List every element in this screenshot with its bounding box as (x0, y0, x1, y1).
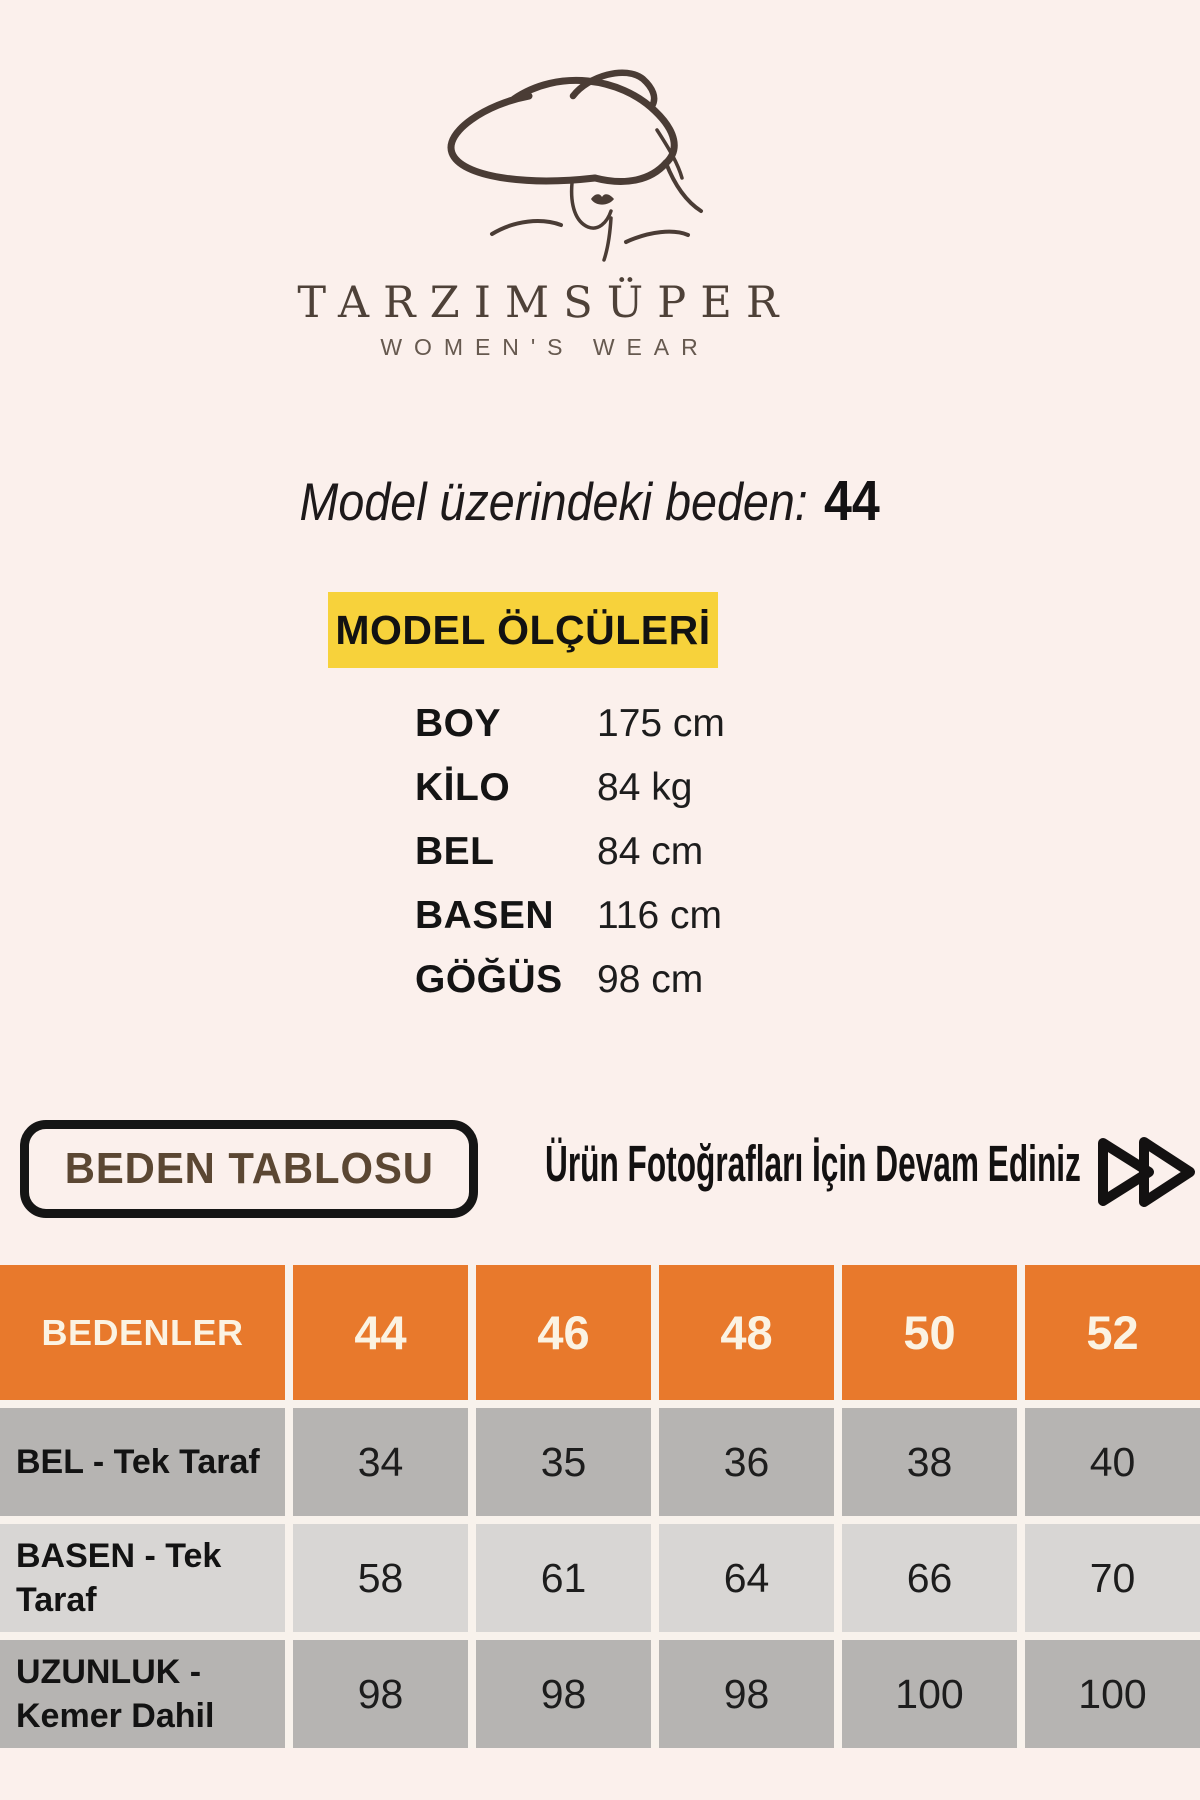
table-header-cell: 52 (1025, 1265, 1200, 1400)
model-size-value: 44 (824, 469, 881, 533)
value-cell: 98 (476, 1640, 651, 1748)
table-header-cell: 44 (293, 1265, 468, 1400)
measurement-label: KİLO (415, 766, 511, 809)
model-size-line (0, 470, 1180, 547)
measurement-label: BEL (415, 830, 495, 873)
fast-forward-icon (1094, 1126, 1196, 1218)
value-cell: 58 (293, 1524, 468, 1632)
value-cell: 36 (659, 1408, 834, 1516)
measurement-value: 98 cm (597, 958, 704, 1001)
row-label-cell: BASEN - Tek Taraf (0, 1524, 285, 1632)
value-cell: 64 (659, 1524, 834, 1632)
value-cell: 66 (842, 1524, 1017, 1632)
row-label-cell: UZUNLUK - Kemer Dahil (0, 1640, 285, 1748)
size-table-title: BEDEN TABLOSU (64, 1144, 434, 1193)
size-table-title-box (20, 1120, 478, 1218)
measurement-label: BASEN (415, 894, 555, 937)
value-cell: 98 (659, 1640, 834, 1748)
brand-name: TARZIMSÜPER (297, 278, 793, 328)
table-header-cell: 48 (659, 1265, 834, 1400)
continue-note: Ürün Fotoğrafları İçin Devam Ediniz (545, 1135, 1081, 1192)
value-cell: 34 (293, 1408, 468, 1516)
model-size-caption: Model üzerindeki beden: (299, 473, 809, 532)
woman-hat-icon (430, 50, 830, 310)
model-measurements-heading: MODEL ÖLÇÜLERİ (328, 592, 718, 668)
value-cell: 61 (476, 1524, 651, 1632)
value-cell: 70 (1025, 1524, 1200, 1632)
table-header-cell: BEDENLER (0, 1265, 285, 1400)
model-measurements-list (415, 692, 725, 1012)
value-cell: 98 (293, 1640, 468, 1748)
value-cell: 35 (476, 1408, 651, 1516)
measurement-label: BOY (415, 702, 502, 745)
measurement-label: GÖĞÜS (415, 958, 563, 1001)
table-header-cell: 50 (842, 1265, 1017, 1400)
value-cell: 40 (1025, 1408, 1200, 1516)
measurement-value: 84 cm (597, 830, 704, 873)
measurement-value: 116 cm (597, 894, 722, 937)
measurement-value: 175 cm (597, 702, 725, 745)
value-cell: 100 (842, 1640, 1017, 1748)
value-cell: 38 (842, 1408, 1017, 1516)
table-header-cell: 46 (476, 1265, 651, 1400)
measurement-value: 84 kg (597, 766, 693, 809)
row-label-cell: BEL - Tek Taraf (0, 1408, 285, 1516)
brand-tagline: WOMEN'S WEAR (380, 334, 710, 360)
size-table (0, 1265, 1200, 1748)
value-cell: 100 (1025, 1640, 1200, 1748)
